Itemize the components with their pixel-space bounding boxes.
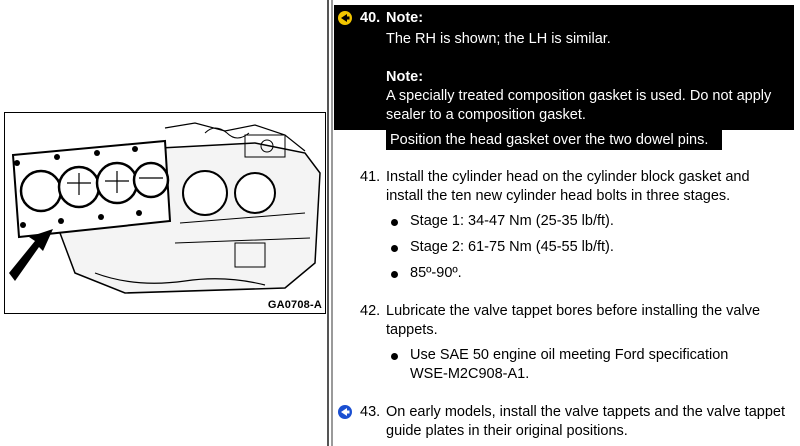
step-42-text-line2: tappets.: [386, 322, 438, 338]
engine-block-figure: [4, 112, 326, 314]
pane-divider[interactable]: [326, 0, 334, 446]
note-heading-2: Note:: [386, 69, 424, 85]
step-43-text-line1: On early models, install the valve tappets and the valve tappet: [386, 404, 785, 420]
cursor-arrow-icon[interactable]: [338, 405, 352, 419]
bullet-dot: [391, 219, 398, 226]
step-41-bullet-1: Stage 1: 34-47 Nm (25-35 lb/ft).: [410, 213, 614, 229]
note-text-2-line1: A specially treated composition gasket is used. Do not apply: [386, 88, 772, 104]
step-42-bullet-line2: WSE-M2C908-A1.: [410, 366, 530, 382]
step-41-bullet-3: 85º-90º.: [410, 265, 462, 281]
step-41-bullet-2: Stage 2: 61-75 Nm (45-55 lb/ft).: [410, 239, 614, 255]
note-heading-1: Note:: [386, 10, 424, 26]
procedure-pane: [334, 0, 800, 446]
illustration-pane: [0, 0, 326, 446]
bullet-dot: [391, 271, 398, 278]
engine-block-illustration: [5, 113, 325, 313]
step-40-note-block: [334, 5, 794, 130]
note-text-2-line2: sealer to a composition gasket.: [386, 107, 586, 123]
cursor-arrow-icon[interactable]: [338, 11, 352, 25]
step-43-number: 43.: [360, 404, 381, 420]
step-42-text-line1: Lubricate the valve tappet bores before installing the valve: [386, 303, 761, 319]
step-42-number: 42.: [360, 303, 381, 319]
step-41-text-line2: install the ten new cylinder head bolts in three stages.: [386, 188, 731, 204]
bullet-dot: [391, 245, 398, 252]
bullet-dot: [391, 353, 398, 360]
step-42-bullet-line1: Use SAE 50 engine oil meeting Ford specification: [410, 347, 729, 363]
figure-label: GA0708-A: [267, 299, 322, 311]
note-text-1: The RH is shown; the LH is similar.: [386, 31, 611, 47]
step-41-number: 41.: [360, 169, 381, 185]
step-41-text-line1: Install the cylinder head on the cylinder block gasket and: [386, 169, 750, 185]
step-43-text-line2: guide plates in their original positions.: [386, 423, 628, 439]
step-40-number: 40.: [360, 10, 381, 26]
step-40-instruction: Position the head gasket over the two dowel pins.: [386, 130, 722, 150]
